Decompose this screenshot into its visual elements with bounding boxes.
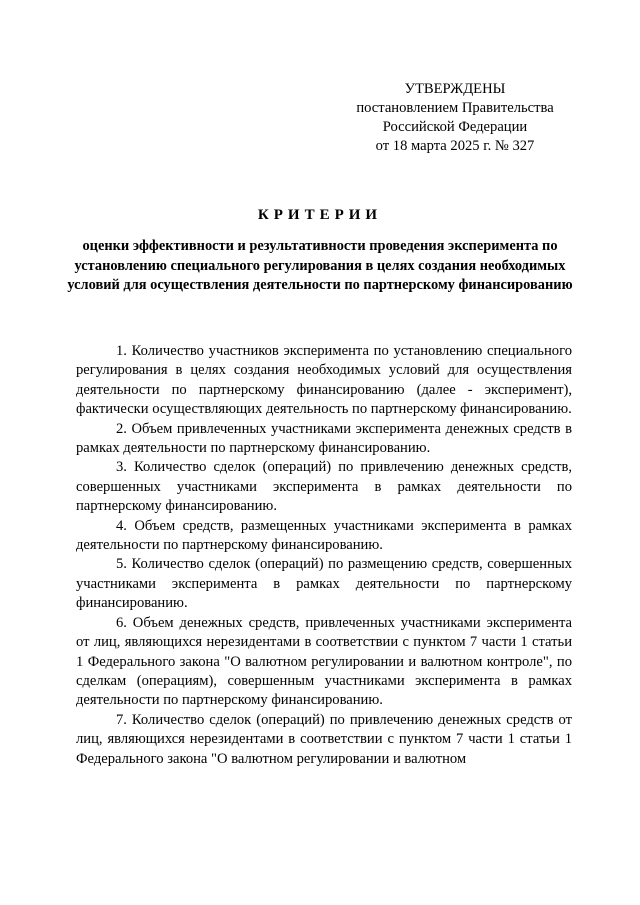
criteria-item: 3. Количество сделок (операций) по привлечению денежных средств, совершенных участниками эксперимента в рамках деятельности по партнерскому финансированию.	[76, 459, 572, 515]
approval-line: Российской Федерации	[382, 119, 528, 135]
criteria-item: 6. Объем денежных средств, привлеченных участниками эксперимента от лиц, являющихся нерезидентами в соответствии с пунктом 7 части 1 статьи 1 Федерального закона "О валютном регулировании и валютном контроле", по сделкам (операциям), совершенным участниками эксперимента в рамках деятельности по партнерскому финансированию.	[76, 614, 572, 709]
document-subtitle: оценки эффективности и результативности проведения эксперимента по установлению специального регулирования в целях создания необходимых условий для осуществления деятельности по партнерскому финансированию	[67, 238, 573, 293]
criteria-item: 7. Количество сделок (операций) по привлечению денежных средств от лиц, являющихся нерезидентами в соответствии с пунктом 7 части 1 статьи 1 Федерального закона "О валютном регулировании и валютном	[76, 711, 572, 767]
approval-heading: УТВЕРЖДЕНЫ	[404, 81, 506, 97]
approval-block	[340, 80, 570, 156]
approval-line: постановлением Правительства	[356, 100, 554, 116]
document-title: КРИТЕРИИ	[257, 207, 383, 223]
criteria-item: 5. Количество сделок (операций) по размещению средств, совершенных участниками эксперимента в рамках деятельности по партнерскому финансированию.	[76, 556, 572, 612]
criteria-list	[76, 342, 572, 769]
criteria-item: 1. Количество участников эксперимента по установлению специального регулирования в целях создания необходимых условий для осуществления деятельности по партнерскому финансированию (далее - эксперимент), фактически осуществляющих деятельность по партнерскому финансированию.	[76, 343, 572, 418]
approval-date: от 18 марта 2025 г. № 327	[375, 138, 535, 154]
criteria-item: 4. Объем средств, размещенных участниками эксперимента в рамках деятельности по партнерскому финансированию.	[76, 517, 572, 554]
criteria-item: 2. Объем привлеченных участниками эксперимента денежных средств в рамках деятельности по партнерскому финансированию.	[76, 420, 572, 457]
